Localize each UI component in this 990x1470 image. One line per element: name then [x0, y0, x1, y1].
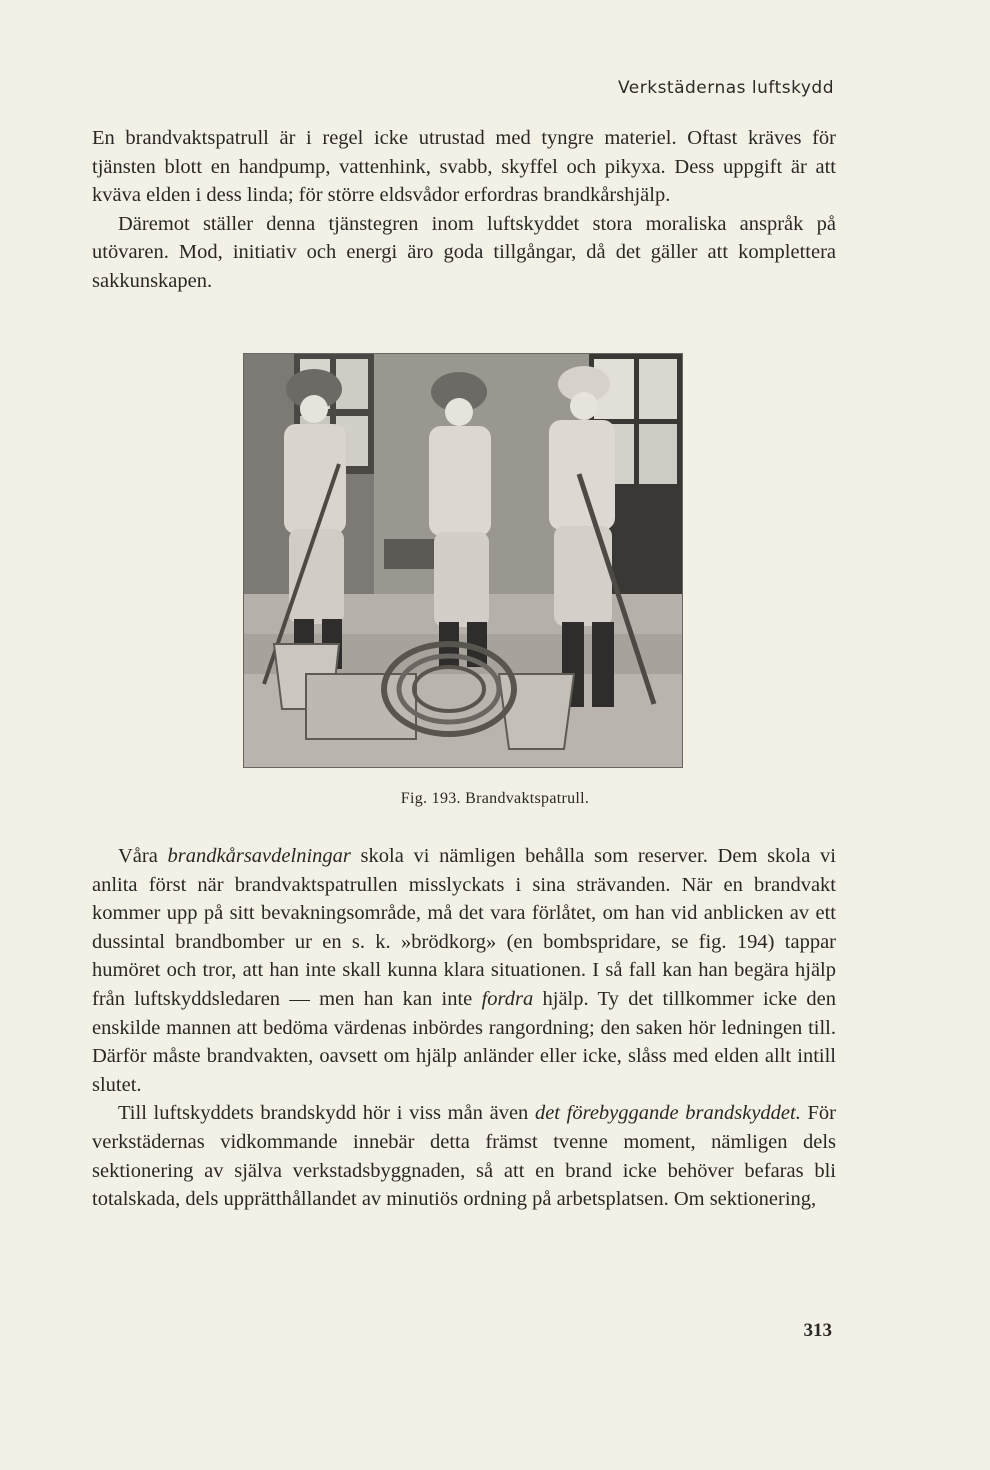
paragraph-1: En brandvaktspatrull är i regel icke utrustad med tyngre materiel. Oftast kräves för tjänsten blott en handpump, vattenhink, svabb, skyffel och pikyxa. Dess uppgift är att kväva elden i dess linda; för större eldsvådor erfordras brandkårshjälp. [92, 127, 836, 207]
figure-photo [243, 353, 683, 768]
paragraph-3-italic-brandkarsavdelningar: brandkårsavdelningar [167, 845, 351, 867]
paragraph-3-italic-fordra: fordra [481, 987, 534, 1010]
figure-caption: Fig. 193. Brandvaktspatrull. [400, 790, 590, 807]
paragraph-4-part-a: Till luftskyddets brandskydd hör i viss mån även [118, 1102, 535, 1125]
paragraph-4 [92, 1099, 836, 1213]
running-head: Verkstädernas luftskydd [617, 78, 834, 98]
paragraph-3-part-e: hjälp. Ty det tillkommer icke den enskilde mannen att bedöma värdenas inbördes rangordning; den saken hör ledningen till. Därför måste brandvakten, oavsett om hjälp anländer eller icke, slåss med elden allt intill slutet. [92, 987, 836, 1096]
text-block-bottom [92, 842, 836, 1214]
paragraph-3 [92, 842, 836, 1099]
photo-illustration [244, 354, 682, 767]
paragraph-4-italic-brandskyddet: det förebyggande brandskyddet. [534, 1102, 801, 1125]
page-number: 313 [803, 1320, 832, 1341]
paragraph-4-part-c: För verkstädernas vidkommande innebär detta främst tvenne moment, nämligen dels sektionering av själva verkstadsbyggnaden, så att en brand icke behöver befaras bli totalskada, dels upprätthållandet av minutiös ordning på arbetsplatsen. Om sektionering, [92, 1102, 836, 1211]
paragraph-3-part-a: Våra [118, 845, 168, 867]
paragraph-3-part-c: skola vi nämligen behålla som reserver. Dem skola vi anlita först när brandvaktspatrullen misslyckats i sina strävanden. När en brandvakt kommer upp på sitt bevakningsområde, må det vara förlåtet, om han vid anblicken av ett dussintal brandbomber ur en s. k. »brödkorg» (en bombspridare, se fig. 194) tappar humöret och tror, att han inte skall kunna klara situationen. I så fall kan han begära hjälp från luftskyddsledaren — men han kan inte [92, 845, 836, 1010]
text-block-top [92, 124, 836, 296]
paragraph-2: Däremot ställer denna tjänstegren inom luftskyddet stora moraliska anspråk på utövaren. Mod, initiativ och energi äro goda tillgångar, då det gäller att komplettera sakkunskapen. [92, 212, 836, 292]
